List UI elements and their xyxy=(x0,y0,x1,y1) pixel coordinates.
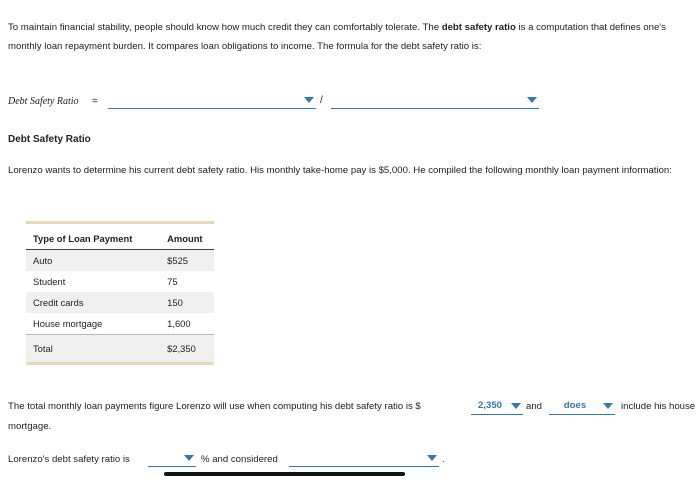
chevron-down-icon xyxy=(527,97,537,103)
row-amount: $525 xyxy=(163,250,214,272)
chevron-down-icon xyxy=(511,403,521,409)
question1-suffix: include his house xyxy=(621,401,696,412)
horizontal-scrollbar[interactable] xyxy=(164,472,405,476)
row-amount: 75 xyxy=(167,276,178,287)
division-slash: / xyxy=(320,95,323,106)
table-total-row xyxy=(26,335,214,363)
row-type: Credit cards xyxy=(26,292,163,313)
does-value: does xyxy=(563,400,587,411)
numerator-dropdown[interactable] xyxy=(108,94,316,109)
loan-payment-table xyxy=(26,221,214,365)
intro-part2: is a computation that defines one's monthly loan repayment burden. It compares loan obligations to income. The formula for the debt safety ratio is: xyxy=(8,22,666,52)
row-type: Student xyxy=(33,276,66,287)
row-type: House mortgage xyxy=(33,318,103,329)
table-row xyxy=(26,292,214,313)
column-header-type: Type of Loan Payment xyxy=(26,224,163,250)
scenario-paragraph: Lorenzo wants to determine his current debt safety ratio. His monthly take-home pay is $5,000. He compiled the following monthly loan payment information: xyxy=(8,165,672,176)
question2-prefix: Lorenzo's debt safety ratio is xyxy=(8,454,130,465)
table-row xyxy=(26,250,214,272)
question1-sentence xyxy=(8,401,421,412)
row-type: Auto xyxy=(26,250,163,272)
total-amount: $2,350 xyxy=(163,335,214,363)
considered-dropdown[interactable] xyxy=(289,452,439,467)
question2-end: . xyxy=(442,454,445,465)
intro-text xyxy=(8,18,696,56)
chevron-down-icon xyxy=(427,455,437,461)
intro-part1: To maintain financial stability, people should know how much credit they can comfortably tolerate. The xyxy=(8,22,442,33)
row-amount: 150 xyxy=(163,292,214,313)
total-payments-dropdown[interactable] xyxy=(471,400,523,415)
section-title: Debt Safety Ratio xyxy=(8,134,91,145)
does-dropdown[interactable] xyxy=(549,400,615,415)
chevron-down-icon xyxy=(603,403,613,409)
question1-prefix: The total monthly loan payments figure Lorenzo will use when computing his debt safety ratio is $ xyxy=(8,401,421,412)
ratio-dropdown[interactable] xyxy=(148,452,196,467)
total-payments-value: 2,350 xyxy=(477,400,502,411)
and-text: and xyxy=(526,401,543,412)
chevron-down-icon xyxy=(304,97,314,103)
table-row xyxy=(26,271,214,292)
total-label: Total xyxy=(26,335,163,363)
row-amount: 1,600 xyxy=(167,318,191,329)
equals-sign: = xyxy=(92,96,98,107)
table-row xyxy=(26,313,214,335)
column-header-amount: Amount xyxy=(163,224,214,250)
question2-middle: % and considered xyxy=(201,454,278,465)
chevron-down-icon xyxy=(184,455,194,461)
denominator-dropdown[interactable] xyxy=(331,94,539,109)
question1-line2: mortgage. xyxy=(8,421,52,432)
formula-label: Debt Safety Ratio xyxy=(8,96,79,107)
intro-bold-term: debt safety ratio xyxy=(441,22,516,33)
